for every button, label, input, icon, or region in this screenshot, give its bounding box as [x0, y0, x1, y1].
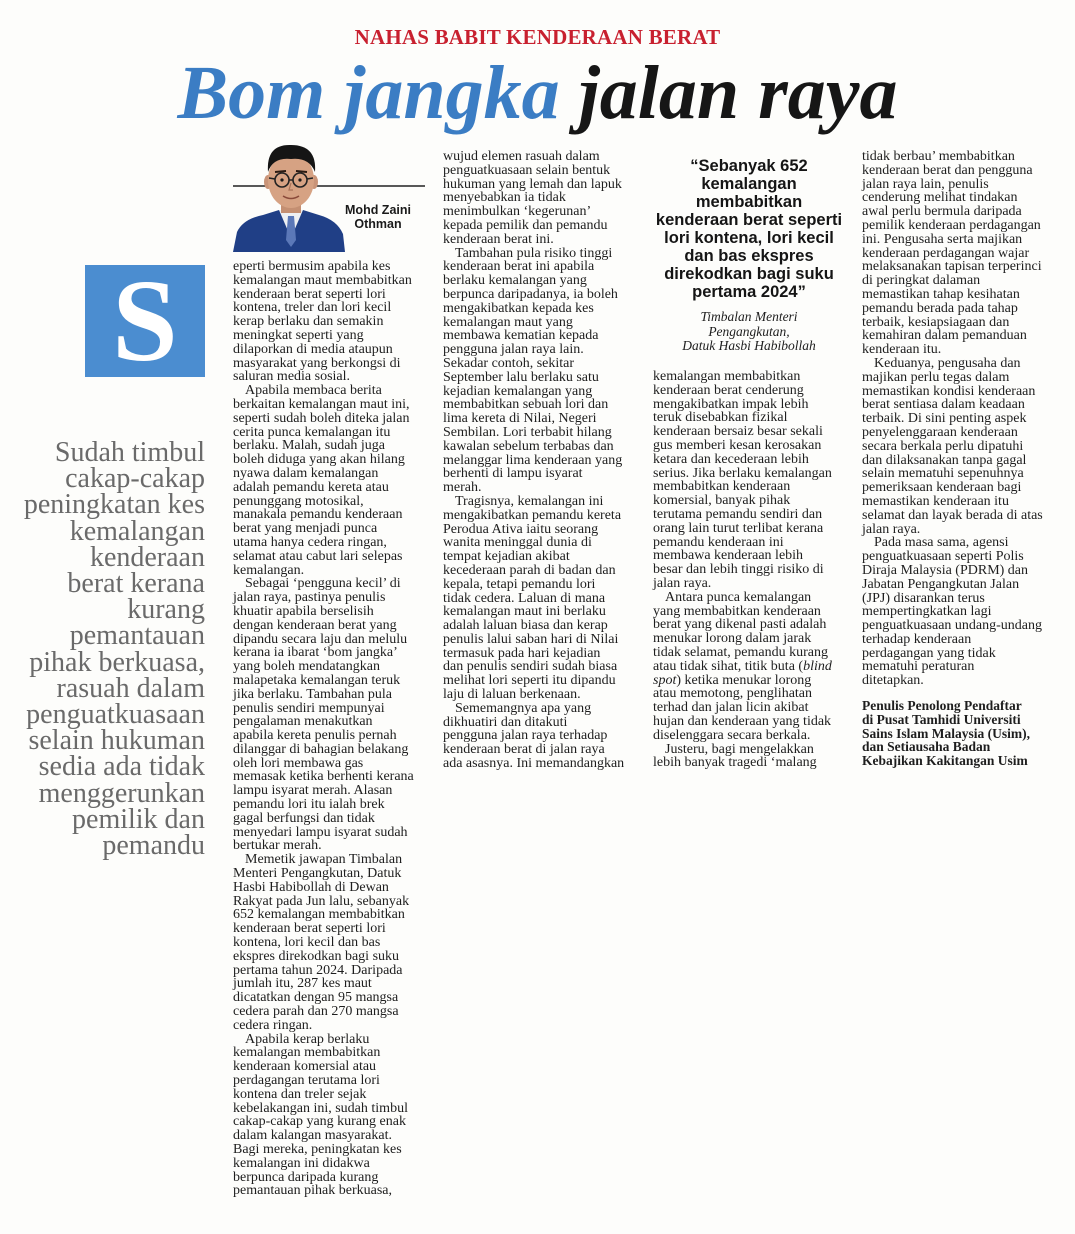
text-line: kemalangan maut ini berlaku [443, 604, 606, 620]
author-name-line-2: Othman [354, 217, 402, 231]
text-line: jika berlaku. Tambahan pula [233, 686, 392, 702]
text-line: ekspres direkodkan bagi suku [233, 948, 400, 964]
text-line: penguatkuasaan selain bentuk [443, 162, 611, 178]
text-line: Perodua Ativa iaitu seorang [443, 521, 599, 537]
text-line: pertama 2024” [692, 283, 806, 301]
text-line: atau memotong, penglihatan [653, 686, 813, 702]
text-line: Justeru, bagi mengelakkan [665, 741, 814, 757]
text-line: membabitkan [695, 193, 803, 211]
text-line: menukar lorong dalam jarak [653, 631, 812, 647]
paragraph [443, 702, 635, 771]
text-line: ini. Pengusaha serta majikan [862, 231, 1023, 247]
text-line: lima kereta di Nilai, Negeri [443, 411, 597, 427]
paragraph [233, 384, 425, 577]
text-line: selamat atau cabut lari selepas [233, 548, 403, 564]
text-line: penguatkuasaan seperti Polis [862, 549, 1024, 565]
text-line: ada asasnya. Ini memandangkan [443, 756, 625, 772]
text-line: membabitkan sebuah lori dan [443, 397, 609, 413]
text-line: jumlah itu, 287 kes maut [233, 976, 372, 992]
italic-term: spot [653, 672, 677, 688]
text-line: terbaik, kesiapsiagaan dan [862, 314, 1010, 330]
text-line: kenderaan [89, 541, 205, 573]
text-line: dilanggar di bahagian belakang [233, 741, 409, 757]
text-line: cenderung melihat tindakan [862, 190, 1018, 206]
text-line: peningkatan kes [23, 489, 205, 521]
pull-quote [8, 437, 205, 862]
author-name-line-1: Mohd Zaini [345, 203, 411, 217]
text-line: dan bas ekspres [684, 247, 814, 265]
text-line: di Pusat Tamhidi Universiti [862, 711, 1021, 727]
text-line: direkodkan bagi suku [664, 265, 834, 283]
text-line: berlaku kemalangan yang [443, 273, 587, 289]
text-line: kenderaan berat seperti [655, 211, 843, 229]
text-line: Sebagai ‘pengguna kecil’ di [245, 576, 401, 592]
author-name [335, 203, 421, 231]
text-line: (JPJ) disarankan terus [862, 590, 985, 606]
text-line: perdagangan yang tidak [862, 645, 996, 661]
text-line: kemalangan [69, 515, 205, 547]
text-line: diselenggara secara berkala. [653, 727, 811, 743]
text-line: menyebabkan ia tidak [443, 190, 566, 206]
text-line: dan Setiausaha Badan [862, 739, 991, 755]
text-line: memastikan kenderaan itu [862, 493, 1009, 509]
text-line: Apabila kerap berlaku [245, 1031, 370, 1047]
text-line: cedera ringan. [233, 1017, 313, 1033]
text-line: kurang [127, 594, 205, 626]
text-line: Menteri Pengangkutan, Datuk [233, 866, 402, 882]
author-block [233, 142, 425, 252]
drop-cap: S [85, 265, 205, 377]
text-line: kenderaan berat ini apabila [443, 259, 595, 275]
text-line: penunggang motosikal, [233, 493, 364, 509]
text-line: hukuman yang lemah dan lapuk [443, 176, 622, 192]
text-line: malapetaka kemalangan teruk [233, 672, 401, 688]
text-line [653, 660, 845, 674]
text-line: melaksanakan tapisan terperinci [862, 259, 1042, 275]
text-line: memasak ketika berhenti kerana [233, 769, 414, 785]
text-line: gus memberi kesan kerosakan [653, 437, 822, 453]
text-line: selain mematuhi sepenuhnya [862, 466, 1024, 482]
text-segment: ) ketika menukar lorong [676, 672, 812, 688]
text-line: melanggar lima kenderaan yang [443, 452, 623, 468]
text-line: kontena, lori kecil dan bas [233, 935, 381, 951]
text-line: merah. [443, 480, 482, 496]
text-line: membawa kenderaan lebih [653, 548, 804, 564]
text-line: pemantauan pihak berkuasa, [233, 1183, 392, 1199]
text-line: lori kontena, lori kecil [664, 229, 834, 247]
text-line: jalan raya. [862, 521, 921, 537]
text-line: Keduanya, pengusaha dan [874, 355, 1021, 371]
text-segment: atau tidak sihat, titik buta ( [653, 658, 804, 674]
article-column-2 [443, 150, 635, 771]
text-line: bertukar merah. [233, 838, 322, 854]
text-line: gagal berfungsi dan tidak [233, 810, 375, 826]
text-line: mengakibatkan pemandu kereta [443, 507, 622, 523]
text-line: sedia ada tidak [38, 751, 205, 783]
text-line: kontena dan treler sejak [233, 1086, 367, 1102]
text-line: terhad dan jalan licin akibat [653, 700, 809, 716]
text-line: Penulis Penolong Pendaftar [862, 698, 1022, 713]
paragraph [233, 1033, 425, 1199]
article-column-1 [233, 260, 425, 1198]
text-line: ditetapkan. [862, 673, 924, 689]
text-line: membawa kematian kepada [443, 328, 599, 344]
text-line: saluran media sosial. [233, 369, 351, 385]
text-line: pengalaman menakutkan [233, 714, 373, 730]
text-line: berat sentiasa dalam keadaan [862, 397, 1025, 413]
paragraph [443, 247, 635, 495]
text-line: pemeriksaan kenderaan bagi [862, 480, 1022, 496]
text-line: pemandu berada pada tahap [862, 300, 1018, 316]
paragraph [653, 370, 845, 591]
text-line: cakap-cakap yang kurang enak [233, 1114, 406, 1130]
text-line: kepala, tetapi pemandu lori [443, 576, 596, 592]
text-line: penguatkuasaan undang-undang [862, 618, 1042, 634]
text-line: majikan perlu tegas dalam [862, 369, 1010, 385]
text-line: Sembilan. Lori terbabit hilang [443, 424, 612, 440]
text-line: lebih banyak tragedi ‘malang [653, 755, 817, 771]
text-line: menggerunkan [38, 777, 205, 809]
text-line: penguatkuasaan [26, 699, 205, 731]
text-line: utama hanya cedera ringan, [233, 534, 387, 550]
text-line: mengakibatkan kepada kes [443, 300, 594, 316]
text-line: besar dan lebih tinggi risiko di [653, 562, 824, 578]
headline-blue-part: Bom jangka [177, 51, 560, 135]
text-line: berpunca daripadanya, ia boleh [443, 286, 618, 302]
text-line: kenderaan berat seperti lori [233, 921, 386, 937]
text-line: kemalangan membabitkan [233, 1045, 381, 1061]
text-line: jalan raya. [653, 575, 712, 591]
text-line: Kebajikan Kakitangan Usim [862, 753, 1028, 769]
text-line: dikhuatiri dan ditakuti [443, 714, 568, 730]
text-line: selain hukuman [28, 725, 205, 757]
paragraph [862, 536, 1055, 688]
headline-black-part: jalan raya [578, 51, 898, 135]
paragraph [862, 357, 1055, 536]
text-line: kemalangan membabitkan [653, 369, 801, 384]
author-portrait [233, 142, 425, 252]
text-line: tidak selamat, pemandu kurang [653, 644, 828, 660]
text-line: memastikan tahap kesihatan [862, 286, 1020, 302]
text-line: perdagangan terutama lori [233, 1073, 380, 1089]
text-line: memastikan kondisi kenderaan [862, 383, 1036, 399]
text-line: Memetik jawapan Timbalan [245, 852, 403, 868]
text-line: kepada pemilik dan pemandu [443, 217, 608, 233]
text-line: boleh diduga yang akan hilang [233, 452, 405, 468]
text-line: jalan raya lain, penulis [862, 176, 989, 192]
text-line: Tambahan pula risiko tinggi [455, 245, 613, 261]
text-line: kawalan sebelum terbabas dan [443, 438, 614, 454]
paragraph [653, 591, 845, 743]
text-line: kerap berlaku dan semakin [233, 314, 384, 330]
text-line: wujud elemen rasuah dalam [443, 149, 600, 164]
text-line: kenderaan berat di jalan raya [443, 742, 605, 758]
text-line: pemandu kenderaan ini [653, 534, 784, 550]
text-line: pengguna jalan raya lain. [443, 342, 584, 358]
text-line: tidak berbau’ membabitkan [862, 149, 1015, 164]
text-line: terbaik. Di sini penting aspek [862, 411, 1027, 427]
paragraph [233, 260, 425, 384]
text-line: mempertingkatkan lagi [862, 604, 992, 620]
text-line: selamat dan layak berada di atas [862, 507, 1043, 523]
text-line: dalam kalangan masyarakat. [233, 1128, 392, 1144]
paragraph [233, 577, 425, 853]
text-line: kemalangan maut membabitkan [233, 272, 412, 288]
text-line: Sekadar contoh, sekitar [443, 355, 575, 371]
article-column-4 [862, 150, 1055, 688]
text-line: penulis sendiri mempunyai [233, 700, 385, 716]
text-line: eperti bermusim apabila kes [233, 259, 391, 274]
text-line: pihak berkuasa, [29, 646, 205, 678]
text-line: Datuk Hasbi Habibollah [682, 338, 816, 353]
text-line: dan dilaksanakan tanpa gagal [862, 452, 1027, 468]
text-line: adalah laluan biasa dan kerap [443, 618, 608, 634]
text-line: masyarakat yang berkongsi di [233, 355, 401, 371]
text-line: kemahiran dalam pemanduan [862, 328, 1027, 344]
text-line: yang membabitkan kenderaan [653, 603, 821, 619]
text-line: komersial, banyak pihak [653, 493, 791, 509]
text-line: orang lain turut terlibat kerana [653, 520, 824, 536]
text-line: oleh lori membawa gas [233, 755, 364, 771]
text-line: secara berkala perlu dipatuhi [862, 438, 1024, 454]
text-line: wanita meninggal dunia di [443, 535, 592, 551]
text-line: kemalangan. [233, 562, 305, 578]
text-line: awal perlu bermula daripada [862, 204, 1022, 220]
text-line: dipandu secara laju dan melulu [233, 631, 408, 647]
text-line: tempat kejadian akibat [443, 549, 570, 565]
text-line: kenderaan berat ini. [443, 231, 554, 247]
text-line: kemalangan [701, 175, 797, 193]
text-line: membabitkan kenderaan [653, 479, 791, 495]
text-line: cerita punca kemalangan itu [233, 424, 391, 440]
text-line: lampu isyarat merah. Alasan [233, 783, 393, 799]
text-line: rasuah dalam [56, 672, 205, 704]
article-column-3 [653, 370, 845, 770]
text-line: manakala pemandu kenderaan [233, 507, 403, 523]
text-line: kemalangan ini didakwa [233, 1155, 370, 1171]
text-line: yang boleh mendatangkan [233, 659, 380, 675]
text-line: dilaporkan di media ataupun [233, 341, 393, 357]
text-line: kemalangan maut yang [443, 314, 573, 330]
text-line: mematuhi peraturan [862, 659, 975, 675]
text-line: Tragisnya, kemalangan ini [455, 493, 604, 509]
text-line: teruk disebabkan fizikal [653, 410, 788, 426]
text-line: pemandu [102, 830, 205, 862]
text-line: pemilik dan [72, 803, 205, 835]
text-line: terhadap kenderaan [862, 631, 972, 647]
text-line: berpunca daripada kurang [233, 1169, 379, 1185]
text-line: dan penulis sendiri sudah biasa [443, 659, 618, 675]
text-line: cedera parah dan 270 mangsa [233, 1004, 399, 1020]
text-line: Sains Islam Malaysia (Usim), [862, 725, 1031, 741]
author-bio [862, 699, 1055, 768]
text-line: khuatir apabila berselisih [233, 603, 374, 619]
text-line: kontena, treler dan lori kecil [233, 300, 392, 316]
text-line: Timbalan Menteri [700, 309, 798, 324]
text-line: menimbulkan ‘kegerunan’ [443, 204, 592, 220]
text-line: apabila kereta penulis pernah [233, 728, 397, 744]
text-line: seperti sudah boleh diteka jalan [233, 410, 410, 426]
text-line: pengguna jalan raya terhadap [443, 728, 608, 744]
text-line: Hasbi Habibollah di Dewan [233, 879, 389, 895]
text-line: berlaku. Malah, sudah juga [233, 438, 386, 454]
text-line: kenderaan berat dan pengguna [862, 162, 1033, 178]
headline [0, 50, 1075, 136]
text-line: menyedari lampu isyarat sudah [233, 824, 408, 840]
kicker: NAHAS BABIT KENDERAAN BERAT [354, 25, 721, 49]
italic-term: blind [803, 658, 832, 674]
text-line: Pengangkutan, [708, 323, 790, 339]
text-line: berat kerana [67, 568, 205, 600]
text-line: Antara punca kemalangan [665, 589, 812, 605]
text-line: 652 kemalangan membabitkan [233, 907, 405, 923]
text-line: pertama tahun 2024. Daripada [233, 962, 403, 978]
text-line: kenderaan perdagangan wajar [862, 245, 1030, 261]
text-line: adalah pemandu kereta atau [233, 479, 389, 495]
text-line: kecederaan parah di badan dan [443, 562, 616, 578]
text-line: Bagi mereka, peningkatan kes [233, 1142, 402, 1157]
paragraph [443, 495, 635, 702]
text-line: kebelakangan ini, sudah timbul [233, 1100, 408, 1116]
text-line: kenderaan bersaiz besar sekali [653, 424, 823, 440]
text-line: di peringkat dalaman [862, 273, 981, 289]
text-line: jalan raya, pastinya penulis [233, 590, 386, 606]
text-line: pemantauan [69, 620, 205, 652]
text-line: kenderaan berat cenderung [653, 382, 804, 398]
text-line: Rakyat pada Jun lalu, sebanyak [233, 893, 410, 909]
text-line: Diraja Malaysia (PDRM) dan [862, 562, 1029, 578]
text-line: pemandu lori itu ialah brek [233, 797, 385, 813]
text-line: kenderaan itu. [862, 342, 942, 358]
text-line: dicatatkan dengan 95 mangsa [233, 990, 399, 1006]
text-line: termasuk pada hari kejadian [443, 645, 601, 661]
text-line: September lalu berlaku satu [443, 369, 599, 385]
text-line: laju di laluan berkenaan. [443, 687, 581, 703]
text-line: penulis lalui saban hari di Nilai [443, 631, 619, 647]
text-line: serius. Jika berlaku kemalangan [653, 465, 832, 481]
text-line: mengakibatkan impak lebih [653, 396, 809, 412]
text-line: berat yang menjadi punca [233, 521, 378, 537]
text-line: “Sebanyak 652 [690, 157, 808, 175]
text-line: meningkat seperti yang [233, 327, 364, 343]
text-line [653, 674, 845, 688]
text-line: Sudah timbul [54, 437, 205, 468]
paragraph [653, 743, 845, 771]
text-line: penyelenggaraan kenderaan [862, 424, 1018, 440]
text-line: kejadian kemalangan yang [443, 383, 593, 399]
text-line: cakap-cakap [65, 463, 205, 495]
text-line: kenderaan berat seperti lori [233, 286, 386, 302]
text-line: Sememangnya apa yang [455, 700, 592, 716]
paragraph [233, 853, 425, 1032]
paragraph [443, 150, 635, 247]
text-line: nyawa dalam kemalangan [233, 465, 379, 481]
text-line: melihat lori seperti itu dipandu [443, 673, 616, 689]
quote-attribution [653, 310, 845, 354]
text-line: ketara dan kecederaan lebih [653, 451, 809, 467]
text-line: dengan kenderaan berat yang [233, 617, 397, 633]
highlight-quote [653, 157, 845, 301]
text-line: kenderaan komersial atau [233, 1059, 377, 1075]
text-line: berhenti di lampu isyarat [443, 466, 583, 482]
text-line: Jabatan Pengangkutan Jalan [862, 576, 1020, 592]
text-line: berat yang dikenal pasti adalah [653, 617, 827, 633]
text-line: pemilik kenderaan perdagangan [862, 217, 1041, 233]
text-line: berkaitan kemalangan maut ini, [233, 396, 410, 412]
text-line: Apabila membaca berita [245, 383, 382, 399]
paragraph [862, 150, 1055, 357]
text-line: kerana ia ibarat ‘bom jangka’ [233, 645, 398, 661]
text-line: tidak cedera. Laluan di mana [443, 590, 606, 606]
text-line: terutama pemandu sendiri dan [653, 506, 823, 522]
text-line: Pada masa sama, agensi [874, 535, 1009, 551]
text-line: hujan dan kenderaan yang tidak [653, 713, 832, 729]
